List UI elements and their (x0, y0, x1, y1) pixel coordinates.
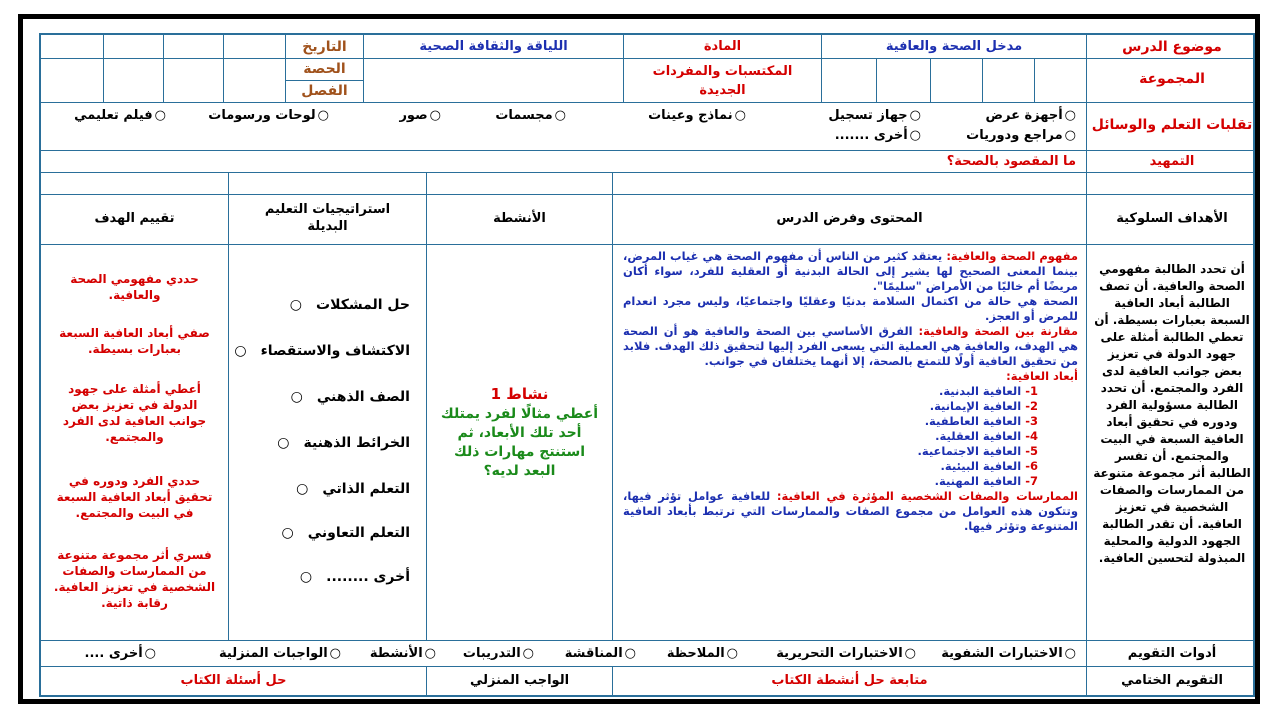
row-column-headers (41, 195, 1253, 245)
intro-label: التمهيد (1149, 154, 1195, 169)
tool-written-tests[interactable]: ○ الاختبارات التحريرية (776, 646, 916, 662)
objectives-header: الأهداف السلوكية (1116, 211, 1228, 226)
option-pictures[interactable]: ○ صور (399, 108, 441, 124)
practices-title: الممارسات والصفات الشخصية المؤثرة في العافية: (776, 489, 1078, 503)
comparison-body: الفرق الأساسي بين الصحة والعافية هو أن الصحة هي الهدف، والعافية هي العملية التي يسعى الفرد إليها لتحقيق ذلك الهدف. فلابد من تحقيق العافية أولًا للتمتع بالصحة، إلا أنهما يختلفان في جوانب. (623, 324, 1078, 368)
activity-body: أعطي مثالًا لفرد يمتلك أحد تلك الأبعاد، ثم استنتج مهارات ذلك البعد لديه؟ (440, 406, 599, 479)
vocab-value (363, 59, 623, 102)
assessment-item: أعطي أمثلة على جهود الدولة في تعزيز بعض جوانب العافية لدى الفرد والمجتمع. (62, 382, 207, 444)
dimension-item: 6- العافية البيئية. (940, 459, 1038, 473)
dimension-item: 1- العافية البدنية. (938, 384, 1038, 398)
dimension-item: 5- العافية الاجتماعية. (917, 444, 1038, 458)
option-film[interactable]: ○ فيلم تعليمي (74, 108, 166, 124)
practices-body: للعافية عوامل تؤثر فيها، وتتكون هذه العوامل من مجموع الصفات والممارسات التي ترتبط بأبعاد العافية المتنوعة وتؤثر فيها. (623, 489, 1078, 533)
date-cell-2 (163, 35, 223, 58)
strategy-item[interactable]: التعلم التعاوني○ (281, 525, 410, 541)
strategy-item[interactable]: التعلم الذاتي○ (296, 481, 410, 497)
row-final (41, 667, 1253, 695)
tool-other[interactable]: ○ أخرى .... (85, 646, 156, 662)
concept-body: يعتقد كثير من الناس أن مفهوم الصحة هي غياب المرض، بينما المعنى الصحيح لها يشير إلى الحالة البدنية أو العقلية للفرد، سواء أكان مريضًا أم خاليًا من الأمراض "سليمًا". (623, 249, 1078, 293)
group-cell-1 (1034, 59, 1086, 102)
period-cell-2 (163, 59, 223, 102)
strategy-item[interactable]: الاكتشاف والاستقصاء○ (234, 343, 410, 359)
row-tools (41, 641, 1253, 667)
class-label: الفصل (301, 83, 348, 99)
strategy-item[interactable]: الصف الذهني○ (290, 389, 410, 405)
resources-options (41, 103, 1086, 150)
activities-header: الأنشطة (493, 211, 546, 226)
tools-options (41, 641, 1086, 666)
strategy-item[interactable]: أخرى ........○ (299, 569, 410, 585)
strategies-cell (228, 245, 426, 640)
dimensions-title: أبعاد العافية: (1006, 369, 1078, 383)
content-body (623, 249, 1078, 534)
date-label: التاريخ (302, 39, 347, 55)
dimension-item: 2- العافية الإيمانية. (929, 399, 1038, 413)
tool-exercises[interactable]: ○ التدريبات (463, 646, 534, 662)
dimension-item: 3- العافية العاطفية. (924, 414, 1038, 428)
vocab-label: المكتسبات والمفردات الجديدة (652, 64, 793, 98)
option-projectors[interactable]: ○ أجهزة عرض (986, 108, 1077, 124)
assessment-item: حددي مفهومي الصحة والعافية. (70, 272, 199, 302)
lesson-topic-value: مدخل الصحة والعافية (885, 39, 1023, 54)
option-solids[interactable]: ○ مجسمات (495, 108, 566, 124)
resources-label: تقلبات التعلم والوسائل (1091, 117, 1253, 133)
assessment-cell (41, 245, 228, 640)
tool-oral-tests[interactable]: ○ الاختبارات الشفوية (941, 646, 1076, 662)
row-topic (41, 35, 1253, 59)
lesson-topic-label: موضوع الدرس (1122, 39, 1222, 55)
option-boards[interactable]: ○ لوحات ورسومات (208, 108, 329, 124)
dimension-item: 7- العافية المهنية. (934, 474, 1038, 488)
final-followup: متابعة حل أنشطة الكتاب (771, 673, 928, 688)
subject-value: اللياقة والثقافة الصحية (419, 39, 568, 54)
date-cell-4 (41, 35, 103, 58)
lesson-plan-table (39, 33, 1255, 697)
option-references[interactable]: ○ مراجع ودوريات (966, 128, 1076, 144)
row-intro (41, 151, 1253, 173)
group-cell-3 (930, 59, 982, 102)
objectives-text: أن تحدد الطالبة مفهومي الصحة والعافية. أن تصف الطالبة أبعاد العافية السبعة بعبارات بسيطة. أن تعطي الطالبة أمثلة على جهود الدولة في تعزيز بعض جوانب العافية لدى الفرد والمجتمع. أن تحدد الطالبة مسؤولية الفرد ودوره في تحقيق أبعاد العافية السبعة في البيت والمجتمع. أن تفسر الطالبة أثر مجموعة متنوعة من الممارسات والصفات الشخصية في تعزيز العافية. أن تقدر الطالبة الجهود الدولية والمحلية المبذولة لتحسين العافية. (1093, 262, 1251, 565)
assessment-item: فسري أثر مجموعة متنوعة من الممارسات والصفات الشخصية في تعزيز العافية. رقابة ذاتية. (53, 548, 216, 610)
concept-title: مفهوم الصحة والعافية: (946, 249, 1078, 263)
group-cell-2 (982, 59, 1034, 102)
period-label: الحصة (303, 61, 346, 77)
group-label: المجموعة (1139, 71, 1205, 87)
tool-homework[interactable]: ○ الواجبات المنزلية (219, 646, 341, 662)
tool-discussion[interactable]: ○ المناقشة (565, 646, 636, 662)
row-resources (41, 103, 1253, 151)
option-other-resources[interactable]: ○ أخرى ....... (835, 128, 921, 144)
final-label: التقويم الختامي (1121, 673, 1223, 688)
group-cell-4 (876, 59, 930, 102)
assessment-item: صفي أبعاد العافية السبعة بعبارات بسيطة. (59, 326, 210, 356)
activity-title: نشاط 1 (490, 385, 549, 403)
homework-value: حل أسئلة الكتاب (180, 673, 287, 688)
assessment-header: تقييم الهدف (94, 211, 175, 226)
assessment-item: حددي الفرد ودوره في تحقيق أبعاد العافية السبعة في البيت والمجتمع. (56, 474, 213, 520)
subject-label: المادة (703, 39, 742, 54)
tool-observation[interactable]: ○ الملاحظة (667, 646, 738, 662)
row-spacer (41, 173, 1253, 195)
row-group (41, 59, 1253, 103)
content-header: المحتوى وفرض الدرس (776, 211, 923, 226)
lesson-plan-sheet (18, 14, 1260, 704)
option-models[interactable]: ○ نماذج وعينات (648, 108, 746, 124)
homework-label: الواجب المنزلي (469, 673, 570, 688)
comparison-title: مقارنة بين الصحة والعافية: (918, 324, 1078, 338)
row-main-body (41, 245, 1253, 641)
activities-cell (426, 245, 612, 640)
tools-label: أدوات التقويم (1127, 646, 1217, 661)
period-cell-4 (41, 59, 103, 102)
dimensions-list (623, 384, 1078, 489)
strategy-item[interactable]: الخرائط الذهنية○ (277, 435, 410, 451)
health-definition: الصحة هي حالة من اكتمال السلامة بدنيًا وعقليًا واجتماعيًا، وليس مجرد انعدام للمرض أو العجز. (623, 294, 1078, 323)
tool-activities[interactable]: ○ الأنشطة (370, 646, 436, 662)
date-cell-1 (223, 35, 285, 58)
period-cell-1 (223, 59, 285, 102)
strategy-item[interactable]: حل المشكلات○ (289, 297, 410, 313)
strategies-header: استراتيجيات التعليم البديلة (264, 202, 391, 234)
option-recorder[interactable]: ○ جهاز تسجيل (828, 108, 921, 124)
period-cell-3 (103, 59, 163, 102)
group-cell-5 (821, 59, 876, 102)
date-cell-3 (103, 35, 163, 58)
dimension-item: 4- العافية العقلية. (935, 429, 1038, 443)
intro-question: ما المقصود بالصحة؟ (946, 154, 1076, 169)
content-cell (612, 245, 1086, 640)
